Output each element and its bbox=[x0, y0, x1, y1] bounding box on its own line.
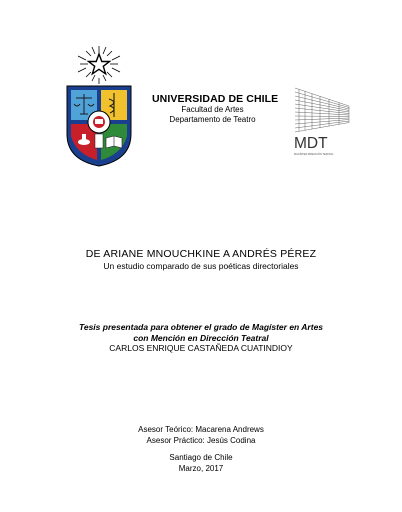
department-name: Departamento de Teatro bbox=[169, 115, 256, 124]
university-crest-logo bbox=[60, 42, 138, 170]
university-name: UNIVERSIDAD DE CHILE bbox=[152, 93, 279, 105]
thesis-statement-block bbox=[0, 322, 402, 354]
mdt-letters: MDT bbox=[294, 135, 328, 152]
university-header bbox=[152, 93, 279, 125]
place-date-block bbox=[0, 453, 402, 474]
mdt-caption: MAGÍSTER DIRECCIÓN TEATRAL bbox=[294, 153, 334, 156]
advisors-block bbox=[0, 425, 402, 446]
thesis-statement-line-2: con Mención en Dirección Teatral bbox=[133, 332, 269, 343]
practical-advisor: Asesor Práctico: Jesús Codina bbox=[146, 435, 256, 445]
author-name: CARLOS ENRIQUE CASTAÑEDA CUATINDIOY bbox=[109, 343, 293, 353]
faculty-name: Facultad de Artes bbox=[181, 105, 244, 114]
theoretical-advisor: Asesor Teórico: Macarena Andrews bbox=[138, 425, 264, 434]
thesis-subtitle: Un estudio comparado de sus poéticas directoriales bbox=[103, 261, 299, 271]
thesis-title: DE ARIANE MNOUCHKINE A ANDRÉS PÉREZ bbox=[85, 248, 317, 260]
date: Marzo, 2017 bbox=[178, 463, 224, 473]
thesis-statement-line-1: Tesis presentada para obtener el grado de Magíster en Artes bbox=[78, 322, 324, 332]
place: Santiago de Chile bbox=[169, 453, 233, 462]
perspective-grid-icon bbox=[295, 88, 349, 132]
shield-icon bbox=[67, 86, 131, 166]
thesis-title-block bbox=[0, 248, 402, 271]
mdt-logo bbox=[293, 86, 353, 158]
